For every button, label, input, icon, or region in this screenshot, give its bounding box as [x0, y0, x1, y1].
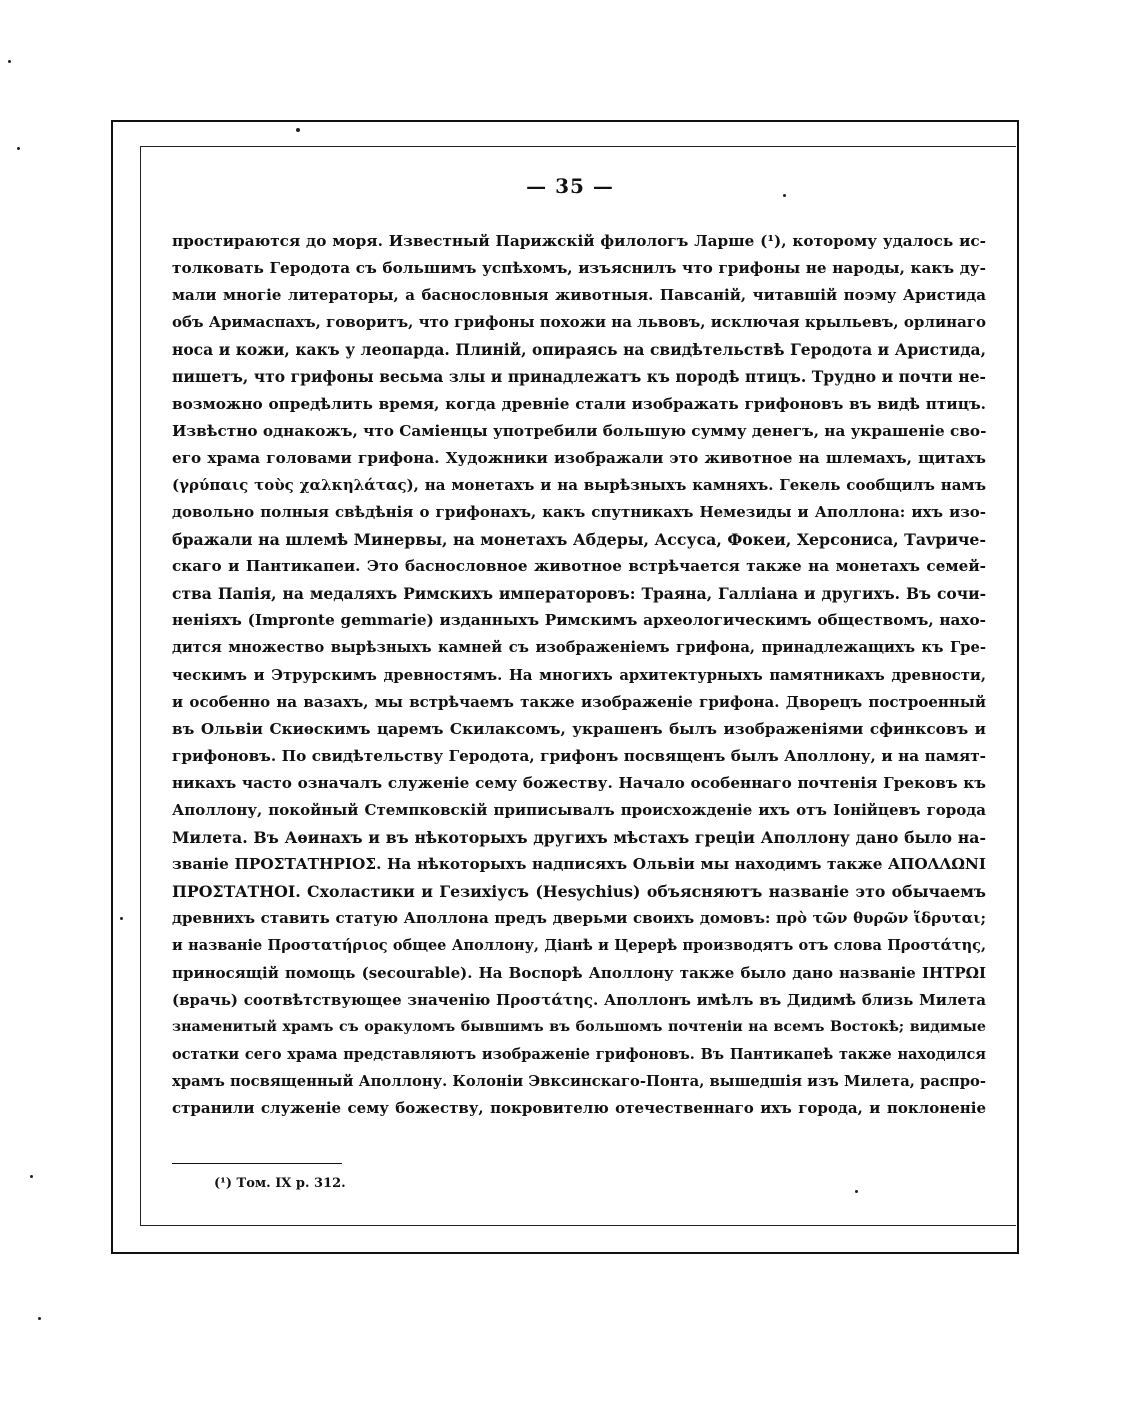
text-line: храмъ посвященный Аполлону. Колоніи Эвксинскаго-Понта, вышедшія изъ Милета, распро-: [172, 1072, 986, 1090]
text-line: дится множество вырѣзныхъ камней съ изображеніемъ грифона, принадлежащихъ къ Гре-: [172, 639, 986, 657]
text-line: его храма головами грифона. Художники изображали это животное на шлемахъ, щитахъ: [172, 448, 986, 467]
text-line: странили служеніе сему божеству, покровителю отечественнаго ихъ города, и поклоненіе: [172, 1099, 986, 1117]
text-line: пишетъ, что грифоны весьма злы и принадлежатъ къ породѣ птицъ. Трудно и почти не-: [172, 367, 986, 387]
scan-speck: [296, 128, 300, 132]
text-line: скаго и Пантикапеи. Это баснословное животное встрѣчается также на монетахъ семей-: [172, 557, 986, 576]
text-line: въ Ольвіи Скиѳскимъ царемъ Скилаксомъ, украшенъ былъ изображеніями сфинксовъ и: [172, 719, 986, 738]
text-line: и названіе Προστατήριος общее Аполлону, Діанѣ и Церерѣ производятъ отъ слова Προστάτης,: [172, 937, 986, 955]
scan-speck: [855, 1190, 858, 1193]
scan-speck: [783, 194, 786, 197]
scan-speck: [17, 147, 20, 150]
text-line: грифоновъ. По свидѣтельству Геродота, грифонъ посвященъ былъ Аполлону, и на памят-: [172, 746, 986, 765]
scan-speck: [8, 60, 11, 63]
text-line: никахъ часто означалъ служеніе сему божеству. Начало особеннаго почтенія Грековъ къ: [172, 773, 986, 792]
text-line: званіе ΠΡΟΣΤΑΤΗΡΙΟΣ. На нѣкоторыхъ надписяхъ Ольвіи мы находимъ также ΑΠΟΛΛΩΝΙ: [172, 855, 986, 874]
text-line: Милета. Въ Аѳинахъ и въ нѣкоторыхъ другихъ мѣстахъ греціи Аполлону дано было на-: [172, 828, 986, 848]
text-line: носа и кожи, какъ у леопарда. Плиній, опираясь на свидѣтельствѣ Геродота и Аристида,: [172, 340, 986, 360]
text-line: неніяхъ (Impronte gemmarie) изданныхъ Римскимъ археологическимъ обществомъ, нахо-: [172, 611, 986, 630]
scan-speck: [30, 1175, 33, 1178]
text-line: ства Папія, на медаляхъ Римскихъ императоровъ: Траяна, Галліана и другихъ. Въ сочи-: [172, 584, 986, 604]
scan-speck: [38, 1317, 41, 1320]
text-line: бражали на шлемѣ Минервы, на монетахъ Абдеры, Ассуса, Фокеи, Херсониса, Тavриче-: [172, 530, 986, 550]
text-line: ческимъ и Этрурскимъ древностямъ. На многихъ архитектурныхъ памятникахъ древности,: [172, 666, 986, 684]
text-line: остатки сего храма представляютъ изображеніе грифоновъ. Въ Пантикапеѣ также находился: [172, 1045, 986, 1063]
footnote-rule: [172, 1163, 342, 1164]
text-line: (врачь) соотвѣтствующее значенію Προστάτης. Аполлонъ имѣлъ въ Дидимѣ близь Милета: [172, 990, 986, 1009]
text-line: Аполлону, покойный Стемпковскій приписывалъ происхожденіе ихъ отъ Іонійцевъ города: [172, 800, 986, 819]
text-line: ΠΡΟΣΤΑΤΗΟΙ. Схоластики и Гезихіусъ (Hesychius) объясняютъ названіе это обычаемъ: [172, 882, 986, 902]
text-line: толковать Геродота съ большимъ успѣхомъ, изъяснилъ что грифоны не народы, какъ ду-: [172, 259, 986, 278]
text-line: знаменитый храмъ съ оракуломъ бывшимъ въ большомъ почтеніи на всемъ Востокѣ; видимые: [172, 1018, 986, 1035]
text-line: довольно полныя свѣдѣнія о грифонахъ, какъ спутникахъ Немезиды и Аполлона: ихъ изо-: [172, 502, 986, 521]
page-number: — 35 —: [526, 174, 614, 198]
text-line: (γρύπαις τοὺς χαλκηλάτας), на монетахъ и на вырѣзныхъ камняхъ. Гекель сообщилъ намъ: [172, 475, 986, 494]
text-line: Извѣстно однакожъ, что Саміенцы употребили большую сумму денегъ, на украшеніе сво-: [172, 421, 986, 440]
text-line: и особенно на вазахъ, мы встрѣчаемъ также изображеніе грифона. Дворецъ построенный: [172, 692, 986, 711]
text-line: мали многіе литераторы, а баснословныя животныя. Павсаній, читавшій поэму Аристида: [172, 286, 986, 305]
footnote: (¹) Том. IX p. 312.: [214, 1176, 346, 1191]
text-line: простираются до моря. Известный Парижскій филологъ Ларше (¹), которому удалось ис-: [172, 232, 986, 250]
scan-speck: [120, 917, 123, 920]
text-line: приносящій помощь (secourable). На Воспорѣ Аполлону также было дано названіе ΙΗΤΡΩΙ: [172, 963, 986, 982]
body-text: [172, 228, 986, 1122]
text-line: возможно опредѣлить время, когда древніе стали изображать грифоновъ въ видѣ птицъ.: [172, 394, 986, 413]
text-line: объ Аримаспахъ, говоритъ, что грифоны похожи на львовъ, исключая крыльевъ, орлинаго: [172, 313, 986, 332]
text-line: древнихъ ставить статую Аполлона предъ дверьми своихъ домовъ: πρὸ τῶν θυρῶν ἵδρυται;: [172, 909, 986, 928]
